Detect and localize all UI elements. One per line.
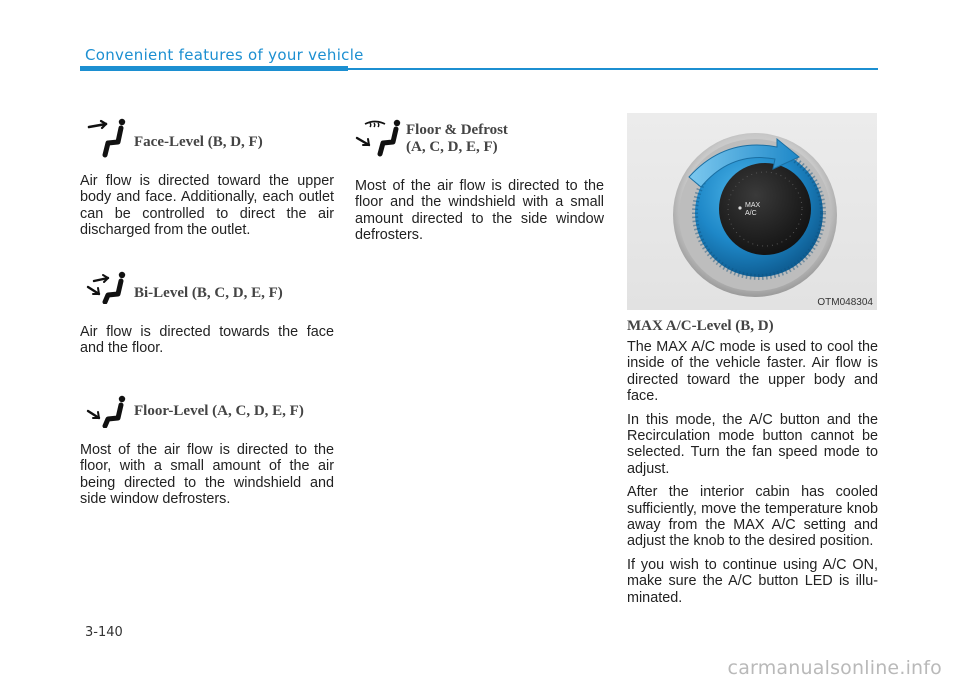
max-ac-paragraph: In this mode, the A/C button and the Recirculation mode button cannot be selected. Turn the fan speed mode to adjust.	[627, 411, 878, 477]
floor-defrost-title-line2: (A, C, D, E, F)	[406, 139, 498, 155]
max-ac-body	[627, 339, 878, 613]
header-rule	[80, 66, 348, 71]
max-ac-title: MAX A/C-Level (B, D)	[627, 318, 774, 334]
max-ac-paragraph: After the interior cabin has cooled sufficiently, move the temperature knob away from the MAX A/C setting and adjust the knob to the desired position.	[627, 484, 878, 550]
floor-level-title: Floor-Level (A, C, D, E, F)	[134, 403, 304, 419]
bi-level-icon	[86, 270, 130, 304]
max-ac-paragraph: If you wish to continue using A/C ON, make sure the A/C button LED is illu-minated.	[627, 556, 878, 606]
knob-max-label: MAX	[745, 202, 761, 209]
knob-ac-label: A/C	[745, 210, 757, 217]
face-level-icon	[86, 117, 130, 159]
bi-level-text: Air flow is directed towards the face and the floor.	[80, 324, 334, 357]
header-rule-thin	[348, 68, 878, 70]
figure-code: OTM048304	[817, 297, 873, 308]
section-header-title: Convenient features of your vehicle	[85, 46, 364, 64]
floor-level-text: Most of the air flow is directed to the floor, with a small amount of the air being directed to the windshield and side window defrosters.	[80, 442, 334, 508]
max-ac-paragraph: The MAX A/C mode is used to cool the inside of the vehicle faster. Air flow is directed toward the upper body and face.	[627, 339, 878, 405]
page-number: 3-140	[85, 625, 123, 640]
watermark: carmanualsonline.info	[727, 657, 942, 679]
floor-defrost-text: Most of the air flow is directed to the floor and the windshield with a small amount directed to the side window defrosters.	[355, 178, 604, 244]
floor-defrost-title-line1: Floor & Defrost	[406, 122, 508, 138]
floor-level-icon	[86, 394, 130, 428]
floor-defrost-icon	[355, 118, 403, 158]
face-level-title: Face-Level (B, D, F)	[134, 134, 263, 150]
climate-knob-figure	[627, 113, 877, 310]
climate-knob-illustration	[627, 113, 877, 310]
face-level-text: Air flow is directed toward the upper body and face. Additionally, each outlet can be controlled to direct the air discharged from the outlet.	[80, 173, 334, 239]
bi-level-title: Bi-Level (B, C, D, E, F)	[134, 285, 283, 301]
